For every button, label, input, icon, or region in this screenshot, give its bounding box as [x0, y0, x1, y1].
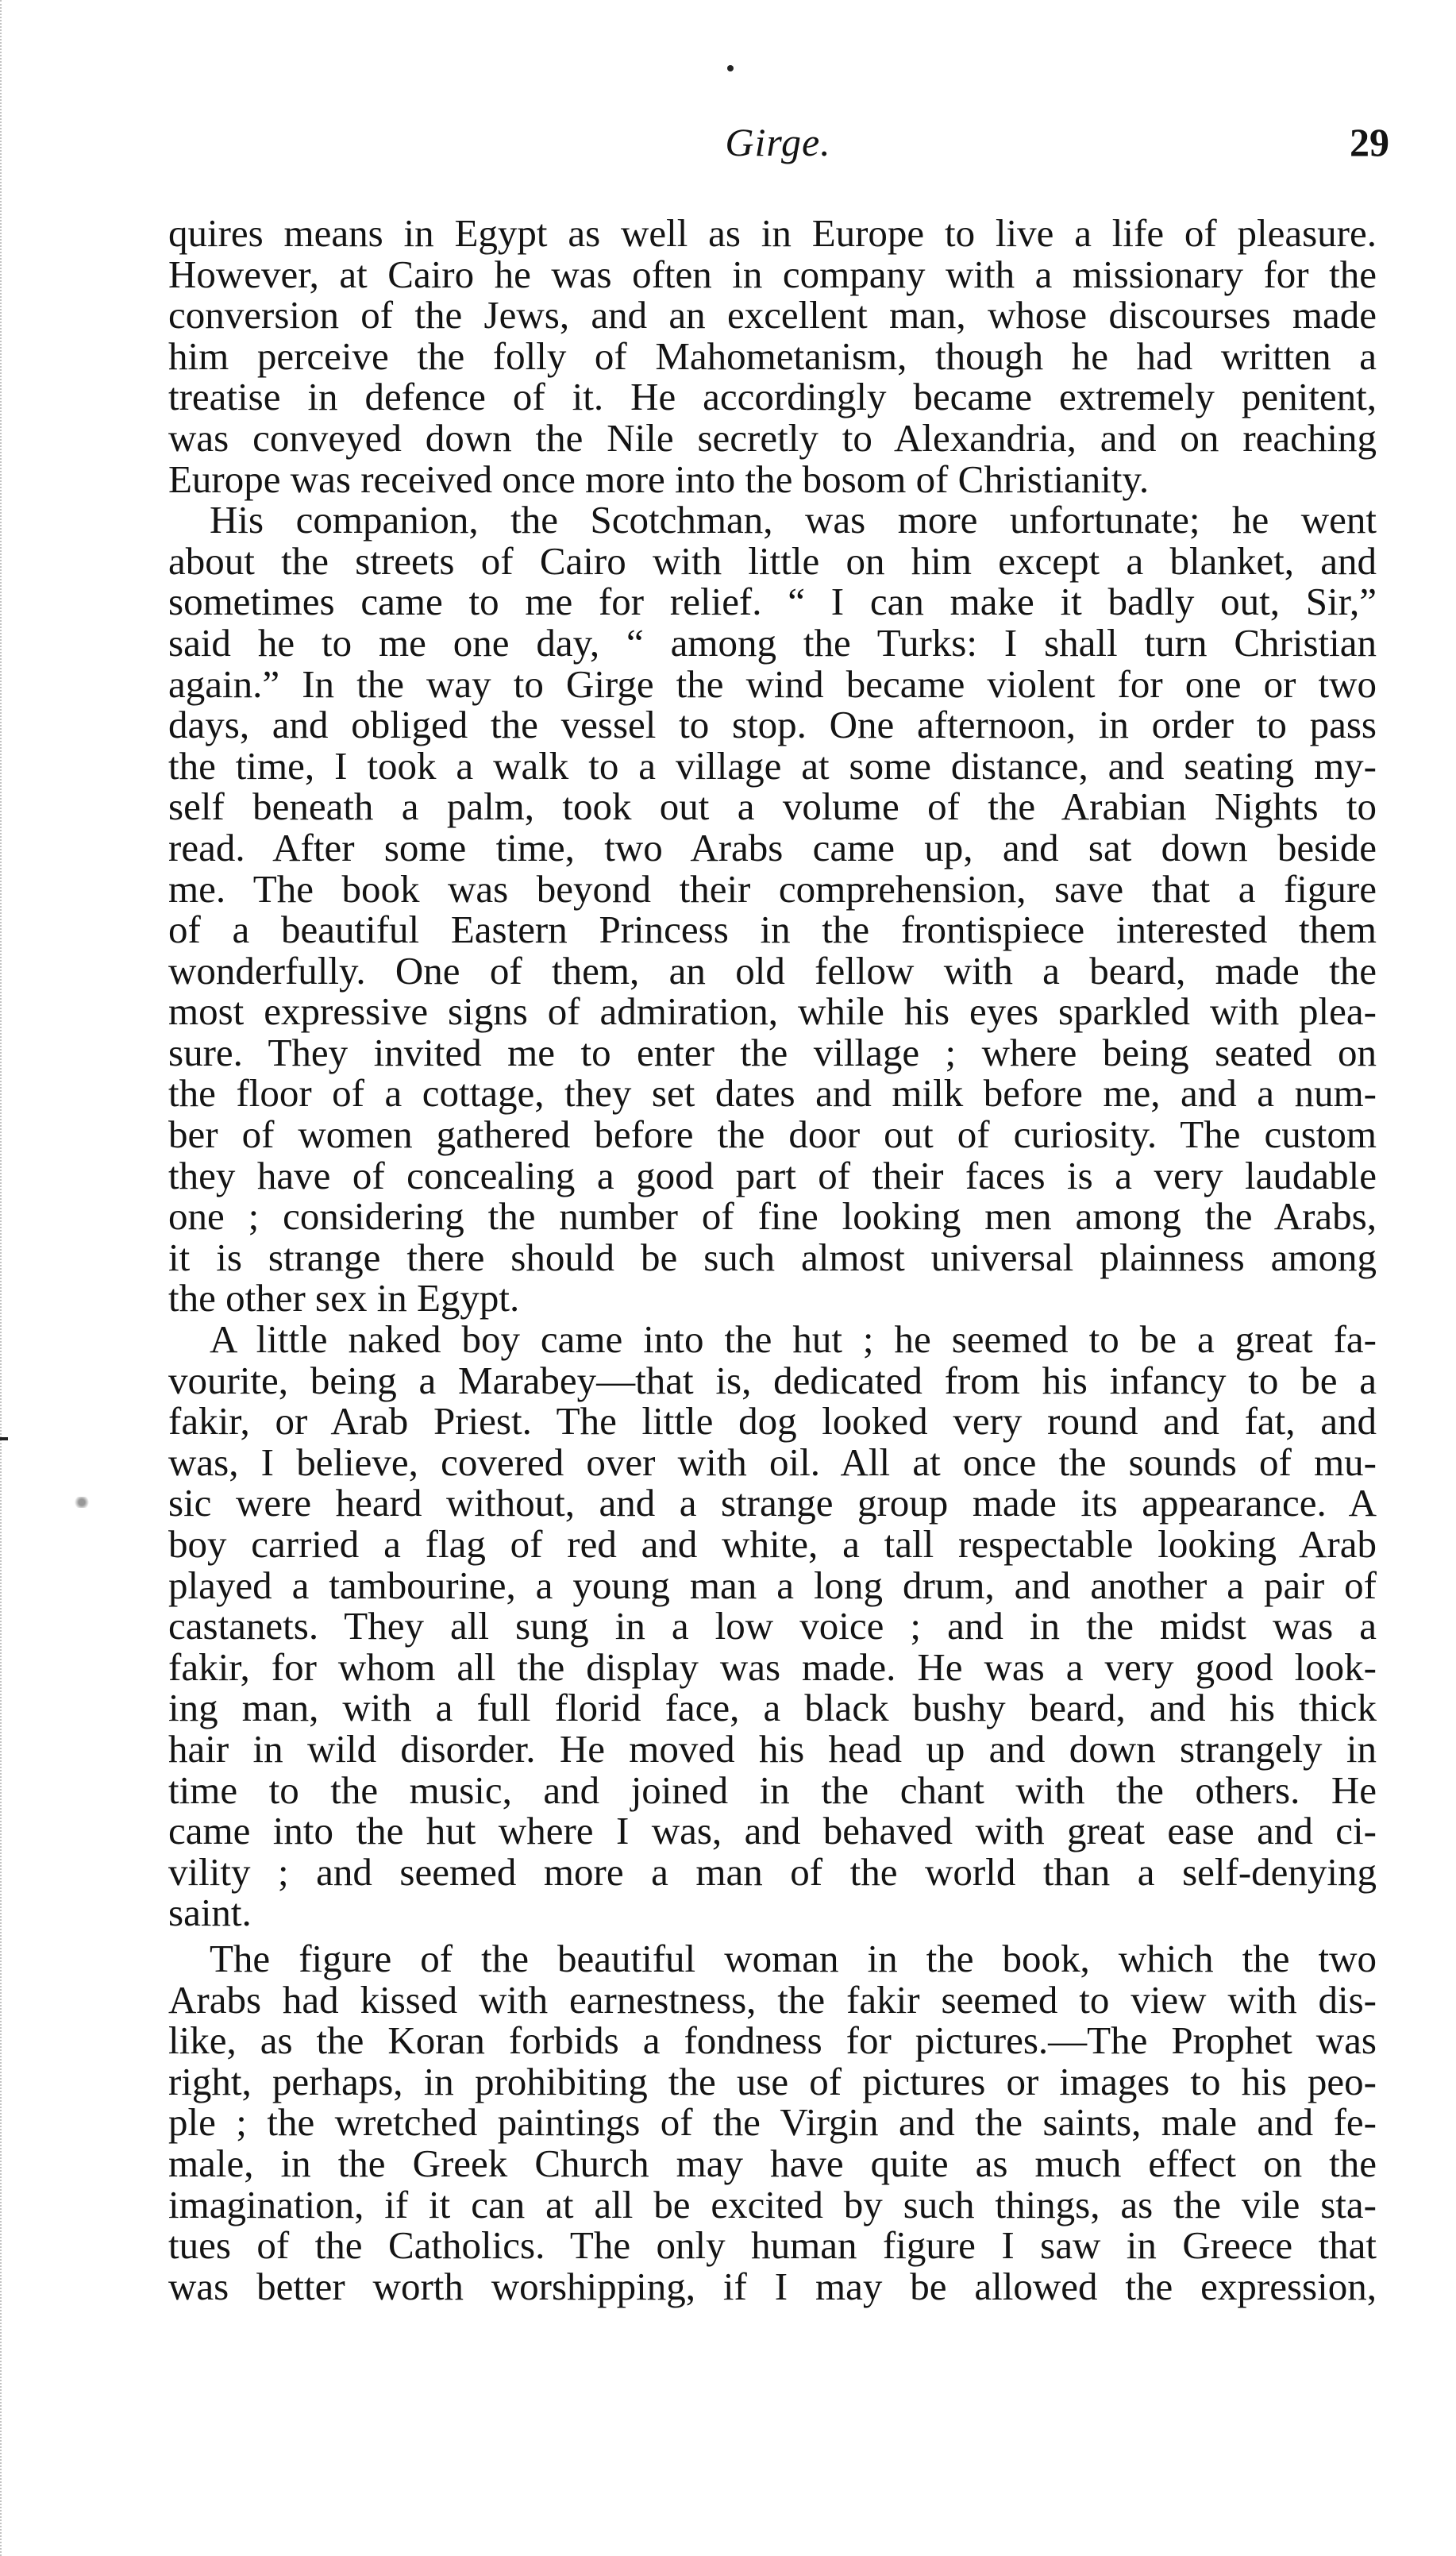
text-line: ing man, with a full florid face, a black bushy beard, and his thick — [168, 1686, 1377, 1730]
text-line: was, I believe, covered over with oil. All at once the sounds of mu- — [168, 1440, 1377, 1484]
text-line: the other sex in Egypt. — [168, 1276, 520, 1320]
text-line: male, in the Greek Church may have quite as much effect on the — [168, 2141, 1377, 2185]
text-line: hair in wild disorder. He moved his head up and down strangely in — [168, 1726, 1377, 1771]
text-line: fakir, or Arab Priest. The little dog looked very round and fat, and — [168, 1399, 1377, 1444]
text-line: quires means in Egypt as well as in Europe to live a life of pleasure. — [168, 211, 1377, 255]
text-line: played a tambourine, a young man a long drum, and another a pair of — [168, 1563, 1377, 1607]
text-line: it is strange there should be such almost universal plainness among — [168, 1235, 1377, 1279]
text-line: came into the hut where I was, and behaved with great ease and ci- — [168, 1809, 1377, 1853]
text-line: saint. — [168, 1891, 252, 1935]
text-line: conversion of the Jews, and an excellent man, whose discourses made — [168, 293, 1377, 337]
text-line: the time, I took a walk to a village at some distance, and seating my- — [168, 743, 1377, 788]
text-line: right, perhaps, in prohibiting the use of pictures or images to his peo- — [168, 2059, 1377, 2103]
running-title: Girge. — [725, 120, 831, 164]
text-line: ple ; the wretched paintings of the Virgin and the saints, male and fe- — [168, 2100, 1377, 2145]
text-line: Europe was received once more into the bosom of Christianity. — [168, 457, 1150, 501]
text-line: they have of concealing a good part of their faces is a very laudable — [168, 1153, 1377, 1197]
print-speck — [727, 65, 734, 71]
text-line: ber of women gathered before the door out of curiosity. The custom — [168, 1112, 1377, 1157]
text-line: self beneath a palm, took out a volume of the Arabian Nights to — [168, 785, 1377, 829]
text-line: like, as the Koran forbids a fondness for pictures.—The Prophet was — [168, 2018, 1377, 2063]
text-line: sic were heard without, and a strange group made its appearance. A — [168, 1481, 1377, 1525]
text-line: treatise in defence of it. He accordingly became extremely penitent, — [168, 375, 1377, 419]
text-line: imagination, if it can at all be excited by such things, as the vile sta- — [168, 2182, 1377, 2226]
text-line: The figure of the beautiful woman in the book, which the two — [210, 1936, 1377, 1980]
text-line: tues of the Catholics. The only human figure I saw in Greece that — [168, 2223, 1377, 2268]
text-line: said he to me one day, “ among the Turks: I shall turn Christian — [168, 620, 1377, 665]
margin-speck — [73, 1497, 91, 1508]
edge-mark — [0, 1437, 8, 1440]
text-line: of a beautiful Eastern Princess in the frontispiece interested them — [168, 908, 1377, 952]
text-line: vourite, being a Marabey—that is, dedicated from his infancy to be a — [168, 1358, 1377, 1402]
text-line: time to the music, and joined in the chant with the others. He — [168, 1768, 1377, 1812]
text-line: most expressive signs of admiration, while his eyes sparkled with plea- — [168, 989, 1377, 1034]
text-line: read. After some time, two Arabs came up, and sat down beside — [168, 825, 1377, 869]
text-line: However, at Cairo he was often in company with a missionary for the — [168, 252, 1377, 296]
text-line: vility ; and seemed more a man of the world than a self-denying — [168, 1849, 1377, 1894]
text-line: His companion, the Scotchman, was more unfortunate; he went — [210, 498, 1377, 542]
text-line: me. The book was beyond their comprehension, save that a figure — [168, 866, 1377, 911]
text-line: A little naked boy came into the hut ; he seemed to be a great fa- — [210, 1317, 1377, 1362]
text-line: him perceive the folly of Mahometanism, though he had written a — [168, 333, 1377, 378]
text-line: was conveyed down the Nile secretly to Alexandria, and on reaching — [168, 415, 1377, 460]
text-line: castanets. They all sung in a low voice ; and in the midst was a — [168, 1604, 1377, 1648]
page-number: 29 — [1350, 120, 1389, 164]
running-head — [167, 119, 1389, 183]
text-line: was better worth worshipping, if I may be allowed the expression, — [168, 2264, 1377, 2308]
text-line: about the streets of Cairo with little on him except a blanket, and — [168, 538, 1377, 583]
text-line: the floor of a cottage, they set dates and milk before me, and a num- — [168, 1071, 1377, 1116]
body-text — [168, 213, 1377, 2307]
text-line: again.” In the way to Girge the wind became violent for one or two — [168, 661, 1377, 706]
binding-edge-marks — [0, 0, 17, 2556]
text-line: fakir, for whom all the display was made. He was a very good look- — [168, 1644, 1377, 1689]
text-line: Arabs had kissed with earnestness, the fakir seemed to view with dis- — [168, 1977, 1377, 2022]
text-line: days, and obliged the vessel to stop. One afternoon, in order to pass — [168, 703, 1377, 747]
text-line: sometimes came to me for relief. “ I can make it badly out, Sir,” — [168, 580, 1377, 624]
text-line: boy carried a flag of red and white, a tall respectable looking Arab — [168, 1522, 1377, 1566]
text-line: sure. They invited me to enter the village ; where being seated on — [168, 1030, 1377, 1074]
text-line: one ; considering the number of fine looking men among the Arabs, — [168, 1194, 1377, 1239]
text-line: wonderfully. One of them, an old fellow with a beard, made the — [168, 948, 1377, 993]
